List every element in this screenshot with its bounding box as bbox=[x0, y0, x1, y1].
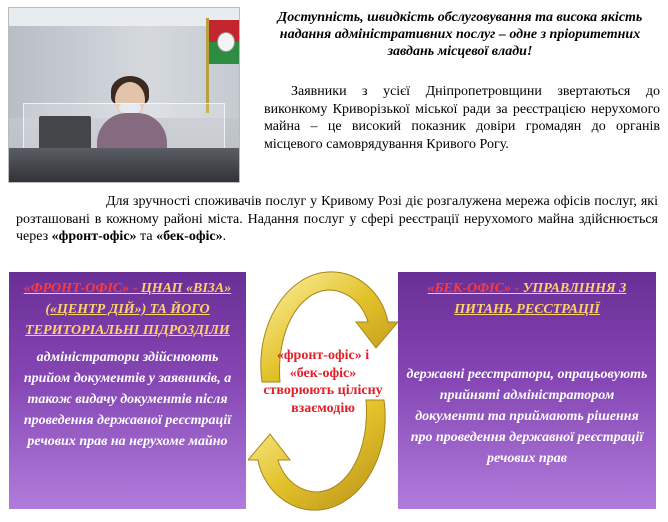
para2-end: . bbox=[222, 229, 227, 244]
photo-ceiling bbox=[9, 8, 239, 26]
front-office-box bbox=[9, 272, 246, 509]
flag-emblem bbox=[217, 32, 235, 52]
interaction-caption: «фронт-офіс» і «бек-офіс» створюють цілісну взаємодію bbox=[263, 348, 383, 416]
front-office-title bbox=[13, 278, 242, 341]
front-office-body: адміністратори здійснюють прийом документів у заявників, а також видачу документів після проведення державної реєстрації речових прав на нерухоме майно bbox=[23, 350, 232, 449]
back-office-body: державні реєстратори, опрацьовують прийняті адміністратором документи та приймають рішення про проведення державної реєстрації речових прав bbox=[406, 367, 648, 466]
office-photo bbox=[8, 7, 240, 183]
paragraph-applicants: Заявники з усієї Дніпропетровщини звертаються до виконкому Криворізької міської ради за реєстрацією нерухомого майна – це високий показник довіри громадян до органів місцевого самоврядування Кривого Рогу. bbox=[264, 84, 660, 152]
para2-text: Для зручності споживачів послуг у Кривому Розі діє розгалужена мережа офісів послуг, які розташовані в кожному районі міста. Надання послуг у сфері реєстрації нерухомого майна здійснюється через bbox=[16, 194, 658, 244]
para2-back: «бек-офіс» bbox=[156, 229, 223, 244]
back-office-title bbox=[404, 278, 650, 320]
back-office-box bbox=[398, 272, 656, 509]
front-office-dash: - bbox=[129, 281, 141, 296]
front-office-term: «ФРОНТ-ОФІС» bbox=[23, 281, 130, 296]
para2-front: «фронт-офіс» bbox=[51, 229, 137, 244]
back-office-heading: УПРАВЛІННЯ З ПИТАНЬ РЕЄСТРАЦІЇ bbox=[454, 281, 627, 317]
back-office-term: «БЕК-ОФІС» bbox=[427, 281, 511, 296]
back-office-dash: - bbox=[510, 281, 523, 296]
para2-and: та bbox=[136, 229, 157, 244]
front-office-heading: ЦНАП «ВІЗА» («ЦЕНТР ДІЙ») ТА ЙОГО ТЕРИТОРІАЛЬНІ ПІДРОЗДІЛИ bbox=[25, 281, 232, 338]
desk bbox=[9, 148, 239, 183]
paragraph-offices bbox=[16, 193, 658, 246]
headline: Доступність, швидкість обслуговування та висока якість надання адміністративних послуг – одне з пріоритетних завдань місцевої влади! bbox=[277, 10, 643, 59]
